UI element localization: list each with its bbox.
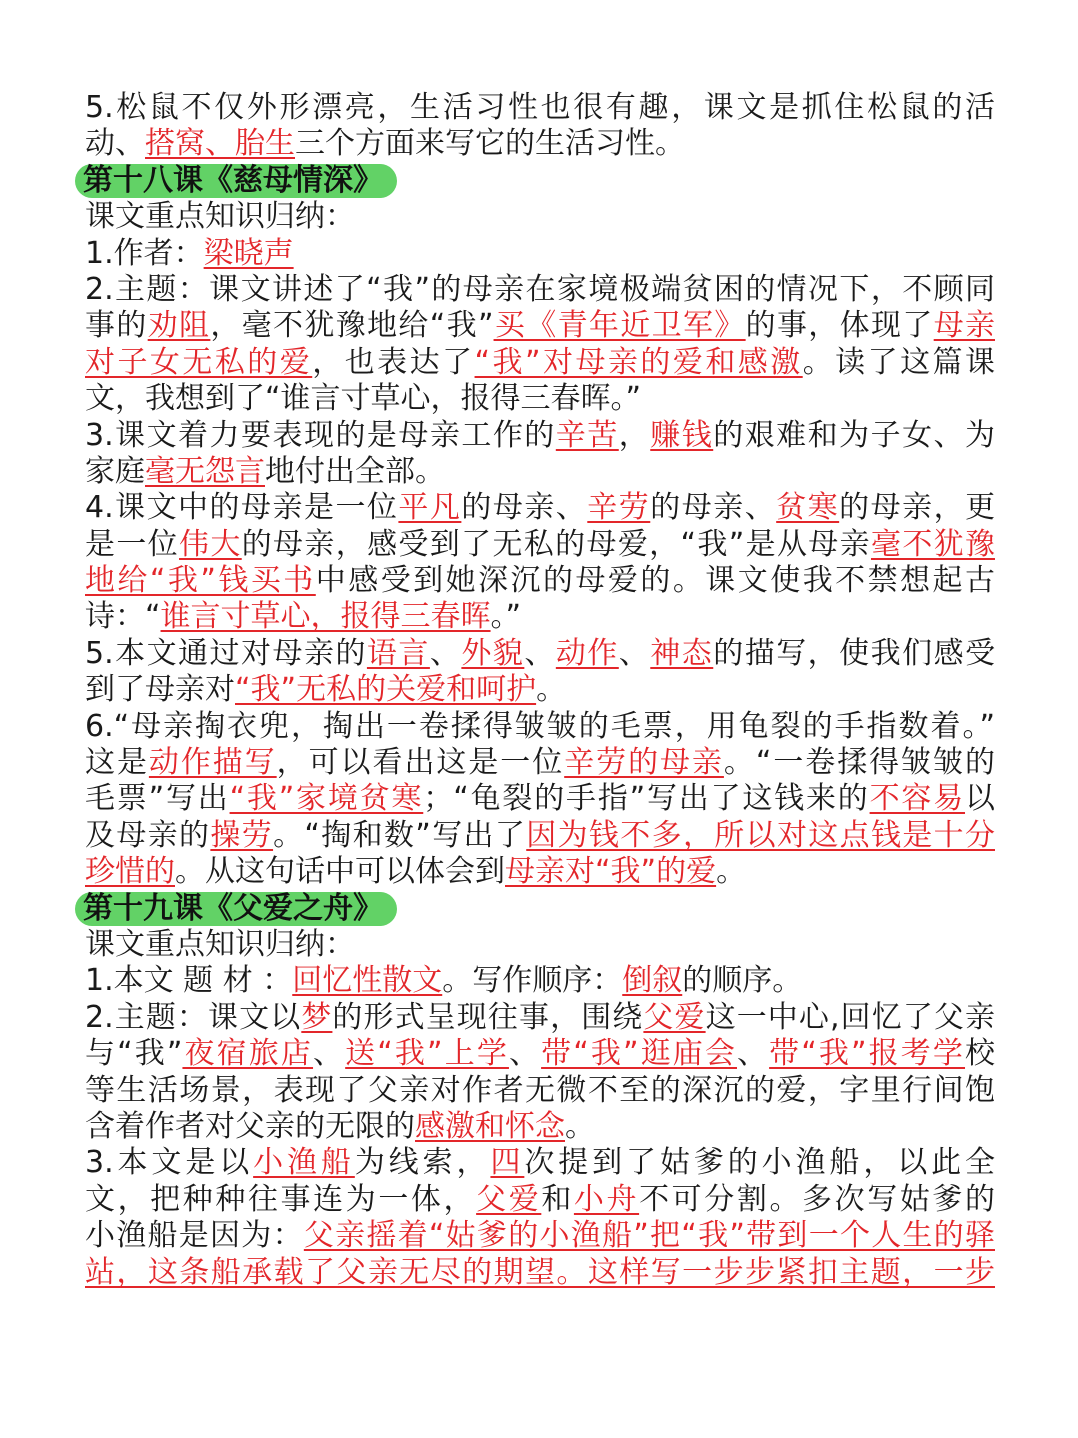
text-line [85, 563, 995, 599]
text-segment: 文，我想到了“谁言寸草心，报得三春晖。” [85, 381, 642, 417]
text-segment: 。 [536, 672, 567, 708]
key-point-highlight: 母亲对“我”的爱 [505, 854, 717, 890]
key-point-highlight: 操劳 [210, 817, 274, 853]
text-segment: 动、 [85, 126, 145, 162]
text-segment: 到了母亲对 [85, 672, 235, 708]
text-segment: 、 [524, 635, 556, 671]
text-segment: 。从这句话中可以体会到 [175, 854, 505, 890]
text-segment: 1.作者： [85, 235, 204, 271]
text-segment: 小渔船是因为： [85, 1218, 304, 1254]
key-point-highlight: 倒叙 [622, 963, 683, 999]
key-point-highlight: 感激和怀念 [415, 1108, 565, 1144]
text-segment: 的母亲，更 [839, 490, 995, 526]
text-segment: 等生活场景，表现了父亲对作者无微不至的深沉的爱，字里行间饱 [85, 1072, 995, 1108]
text-segment: ，毫不犹豫地给“我” [210, 308, 494, 344]
key-point-highlight: 贫寒 [776, 490, 840, 526]
text-line [85, 927, 995, 963]
key-point-highlight: 四 [490, 1145, 525, 1181]
text-segment: 3.本文是以 [85, 1145, 254, 1181]
text-segment: 中感受到她深沉的母爱的。课文使我不禁想起古 [315, 563, 995, 599]
key-point-highlight: “我”家境贫寒 [229, 781, 424, 817]
text-line [85, 490, 995, 526]
key-point-highlight: 带“我”逛庙会 [541, 1036, 737, 1072]
key-point-highlight: 带“我”报考学 [769, 1036, 966, 1072]
key-point-highlight: 地给“我”钱买书 [85, 563, 316, 599]
text-segment: ，也表达了 [312, 344, 475, 380]
key-point-highlight: 买《青年近卫军》 [493, 308, 746, 344]
text-segment: 校 [965, 1036, 995, 1072]
text-line [85, 636, 995, 672]
text-segment: ，可以看出这是一位 [276, 745, 565, 781]
lesson-heading-highlight [75, 892, 397, 926]
key-point-highlight: 送“我”上学 [345, 1036, 509, 1072]
text-segment: 。” [490, 599, 522, 635]
key-point-highlight: 因为钱不多，所以对这点钱是十分 [526, 817, 995, 853]
text-segment: 的母亲、 [650, 490, 777, 526]
text-line [85, 1036, 995, 1072]
text-segment: 课文重点知识归纳： [85, 199, 355, 235]
lesson-heading [85, 163, 995, 199]
text-segment: 家庭 [85, 453, 145, 489]
key-point-highlight: 回忆性散文 [292, 963, 443, 999]
text-segment: 这一中心,回忆了父亲 [705, 999, 995, 1035]
text-segment: 第十八课《慈母情深》 [83, 162, 383, 198]
text-line [85, 599, 995, 635]
text-segment: 的事，体现了 [745, 308, 934, 344]
key-point-highlight: 梁晓声 [203, 235, 294, 271]
key-point-highlight: 谁言寸草心，报得三春晖 [160, 599, 491, 635]
text-line [85, 236, 995, 272]
key-point-highlight: 赚钱 [650, 417, 714, 453]
text-segment: 2.主题：课文以 [85, 999, 302, 1035]
text-segment: 课文重点知识归纳： [85, 926, 355, 962]
text-line [85, 90, 995, 126]
text-line [85, 381, 995, 417]
key-point-highlight: 辛劳 [587, 490, 651, 526]
text-segment: 诗：“ [85, 599, 161, 635]
text-segment: 5.松鼠不仅外形漂亮，生活习性也很有趣，课文是抓住松鼠的活 [85, 90, 995, 125]
text-segment: 事的 [85, 308, 148, 344]
text-segment: 。读了这篇课 [802, 344, 995, 380]
study-notes-document [85, 90, 995, 1291]
text-segment: 的母亲，感受到了无私的母爱，“我”是从母亲 [241, 526, 871, 562]
key-point-highlight: 辛苦 [555, 417, 619, 453]
text-segment: 含着作者对父亲的无限的 [85, 1108, 415, 1144]
text-segment: 不可分割。多次写姑爹的 [639, 1181, 995, 1217]
text-segment: 和 [541, 1181, 574, 1217]
text-line [85, 1255, 995, 1291]
text-segment: 三个方面来写它的生活习性。 [295, 126, 685, 162]
lesson-heading-highlight [75, 164, 397, 198]
text-segment: 及母亲的 [85, 817, 211, 853]
key-point-highlight: “我”无私的关爱和呵护 [235, 672, 537, 708]
text-segment: 是一位 [85, 526, 180, 562]
text-line [85, 672, 995, 708]
text-line [85, 345, 995, 381]
key-point-highlight: 母亲 [933, 308, 995, 344]
text-line [85, 1218, 995, 1254]
key-point-highlight: 毫不犹豫 [870, 526, 995, 562]
text-segment: 3.课文着力要表现的是母亲工作的 [85, 417, 556, 453]
key-point-highlight: 劝阻 [147, 308, 211, 344]
text-segment: 。“一卷揉得皱皱的 [723, 745, 995, 781]
text-line [85, 418, 995, 454]
key-point-highlight: “我”对母亲的爱和感激 [474, 344, 803, 380]
text-segment: 、 [618, 635, 651, 671]
text-line [85, 527, 995, 563]
lesson-heading [85, 891, 995, 927]
text-segment: 为线索， [354, 1145, 491, 1181]
key-point-highlight: 珍惜的 [85, 854, 175, 890]
text-line [85, 126, 995, 162]
key-point-highlight: 不容易 [869, 781, 966, 817]
text-segment: 4.课文中的母亲是一位 [85, 490, 399, 526]
text-segment: 这是 [85, 745, 149, 781]
text-line [85, 818, 995, 854]
key-point-highlight: 辛劳的母亲 [564, 745, 724, 781]
key-point-highlight: 伟大 [179, 526, 242, 562]
text-line [85, 781, 995, 817]
key-point-highlight: 梦 [301, 999, 333, 1035]
text-segment: 的描写，使我们感受 [713, 635, 995, 671]
text-segment: 以 [965, 781, 995, 817]
text-segment: 。 [565, 1108, 595, 1144]
text-segment: 6.“母亲掏衣兜，掏出一卷揉得皱皱的毛票，用龟裂的手指数着。” [85, 708, 995, 744]
text-segment: 2.主题：课文讲述了“我”的母亲在家境极端贫困的情况下，不顾同 [85, 271, 995, 307]
text-segment: 第十九课《父爱之舟》 [83, 890, 383, 926]
key-point-highlight: 语言 [366, 635, 430, 671]
key-point-highlight: 外貌 [461, 635, 525, 671]
text-segment: 的母亲、 [461, 490, 588, 526]
text-segment: 。“掏和数”写出了 [273, 817, 527, 853]
text-segment: 。写作顺序： [442, 963, 623, 999]
text-segment: 毛票”写出 [85, 781, 230, 817]
text-segment: 与“我” [85, 1036, 183, 1072]
key-point-highlight: 动作描写 [148, 745, 277, 781]
text-line [85, 745, 995, 781]
key-point-highlight: 搭窝、胎生 [145, 126, 295, 162]
text-segment: ， [618, 417, 651, 453]
text-segment: 。 [716, 854, 747, 890]
text-line [85, 709, 995, 745]
text-segment: 的艰难和为子女、为 [713, 417, 995, 453]
text-line [85, 854, 995, 890]
key-point-highlight: 动作 [555, 635, 619, 671]
text-segment: 、 [736, 1036, 770, 1072]
text-segment: 5.本文通过对母亲的 [85, 635, 367, 671]
key-point-highlight: 小渔船 [253, 1145, 355, 1181]
key-point-highlight: 父亲摇着“姑爹的小渔船”把“我”带到一个人生的驿 [303, 1218, 995, 1254]
key-point-highlight: 父爱 [643, 999, 706, 1035]
text-segment: 、 [508, 1036, 542, 1072]
key-point-highlight: 对子女无私的爱 [85, 344, 313, 380]
text-line [85, 1073, 995, 1109]
key-point-highlight: 平凡 [398, 490, 462, 526]
text-segment: 的顺序。 [682, 963, 803, 999]
key-point-highlight: 小舟 [573, 1181, 640, 1217]
text-line [85, 454, 995, 490]
text-segment: 文，把种种往事连为一体， [85, 1181, 477, 1217]
text-segment: 、 [429, 635, 462, 671]
text-segment: 1.本文 题 材 ： [85, 963, 293, 999]
text-line [85, 1000, 995, 1036]
text-line [85, 1109, 995, 1145]
text-line [85, 963, 995, 999]
text-segment: 次提到了姑爹的小渔船，以此全 [524, 1145, 995, 1181]
text-line [85, 1182, 995, 1218]
key-point-highlight: 毫无怨言 [145, 453, 265, 489]
text-segment: 的形式呈现往事，围绕 [332, 999, 644, 1035]
key-point-highlight: 夜宿旅店 [182, 1036, 314, 1072]
text-line [85, 199, 995, 235]
text-line [85, 1145, 995, 1181]
key-point-highlight: 站，这条船承载了父亲无尽的期望。这样写一步步紧扣主题，一步 [85, 1254, 995, 1290]
text-line [85, 272, 995, 308]
text-segment: 地付出全部。 [265, 453, 445, 489]
text-line [85, 308, 995, 344]
key-point-highlight: 父爱 [476, 1181, 542, 1217]
key-point-highlight: 神态 [650, 635, 714, 671]
text-segment: ；“龟裂的手指”写出了这钱来的 [423, 781, 870, 817]
text-segment: 、 [313, 1036, 346, 1072]
